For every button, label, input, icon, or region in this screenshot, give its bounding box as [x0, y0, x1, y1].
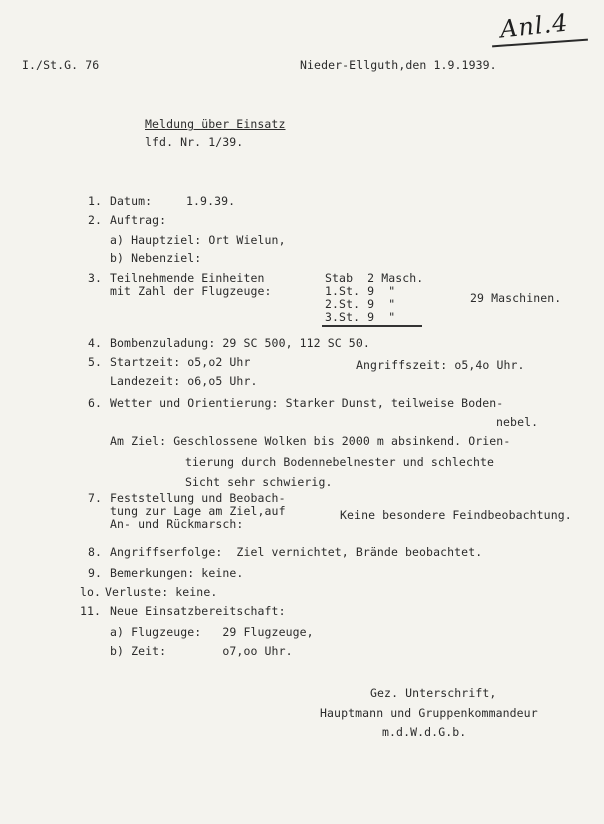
report-number: lfd. Nr. 1/39.	[145, 135, 244, 149]
item-5-start: Startzeit: o5,o2 Uhr	[110, 355, 251, 369]
item-6-number: 6.	[88, 396, 103, 410]
item-7-line1: Feststellung und Beobach-	[110, 491, 286, 505]
item-8-text: Angriffserfolge: Ziel vernichtet, Brände beobachtet.	[110, 545, 483, 559]
handwritten-annotation: Anl.4	[498, 8, 570, 44]
item-7-value: Keine besondere Feindbeobachtung.	[340, 508, 572, 522]
item-6-target-line2: tierung durch Bodennebelnester und schlechte	[185, 455, 495, 469]
signature-line1: Gez. Unterschrift,	[370, 686, 497, 700]
signature-line2: Hauptmann und Gruppenkommandeur	[320, 706, 538, 720]
item-2-secondary-target: b) Nebenziel:	[110, 251, 202, 265]
item-2-label: Auftrag:	[110, 213, 167, 227]
item-3-line1: Teilnehmende Einheiten	[110, 271, 265, 285]
item-5-landing: Landezeit: o6,o5 Uhr.	[110, 374, 258, 388]
item-5-attack: Angriffszeit: o5,4o Uhr.	[356, 358, 525, 372]
item-6-target-line1: Am Ziel: Geschlossene Wolken bis 2000 m absinkend. Orien-	[110, 434, 511, 448]
item-11-label: Neue Einsatzbereitschaft:	[110, 604, 286, 618]
unit-row-3st: 3.St. 9 "	[325, 310, 396, 324]
item-7-number: 7.	[88, 491, 103, 505]
item-4-number: 4.	[88, 336, 103, 350]
place-date: Nieder-Ellguth,den 1.9.1939.	[300, 58, 497, 72]
item-5-number: 5.	[88, 355, 103, 369]
item-9-text: Bemerkungen: keine.	[110, 566, 244, 580]
sum-line	[322, 325, 422, 327]
item-8-number: 8.	[88, 545, 103, 559]
item-3-number: 3.	[88, 271, 103, 285]
item-3-line2: mit Zahl der Flugzeuge:	[110, 284, 272, 298]
item-10-text: Verluste: keine.	[105, 585, 218, 599]
item-11-time: b) Zeit: o7,oo Uhr.	[110, 644, 293, 658]
item-6-line1: Wetter und Orientierung: Starker Dunst, teilweise Boden-	[110, 396, 504, 410]
item-4-text: Bombenzuladung: 29 SC 500, 112 SC 50.	[110, 336, 370, 350]
signature-line3: m.d.W.d.G.b.	[382, 725, 467, 739]
item-3-total: 29 Maschinen.	[470, 291, 562, 305]
unit-designation: I./St.G. 76	[22, 58, 100, 72]
unit-row-1st: 1.St. 9 "	[325, 284, 396, 298]
item-7-line3: An- und Rückmarsch:	[110, 517, 244, 531]
item-1-value: 1.9.39.	[186, 194, 236, 208]
item-10-number: lo.	[80, 585, 102, 599]
item-6-target-line3: Sicht sehr schwierig.	[185, 475, 333, 489]
item-11-number: 11.	[80, 604, 102, 618]
item-2-number: 2.	[88, 213, 103, 227]
item-9-number: 9.	[88, 566, 103, 580]
unit-row-2st: 2.St. 9 "	[325, 297, 396, 311]
unit-row-stab: Stab 2 Masch.	[325, 271, 424, 285]
item-1-number: 1.	[88, 194, 103, 208]
item-11-aircraft: a) Flugzeuge: 29 Flugzeuge,	[110, 625, 314, 639]
item-2-main-target: a) Hauptziel: Ort Wielun,	[110, 233, 286, 247]
item-6-line2: nebel.	[496, 415, 539, 429]
report-title: Meldung über Einsatz	[145, 117, 286, 131]
item-7-line2: tung zur Lage am Ziel,auf	[110, 504, 286, 518]
item-1-label: Datum:	[110, 194, 153, 208]
